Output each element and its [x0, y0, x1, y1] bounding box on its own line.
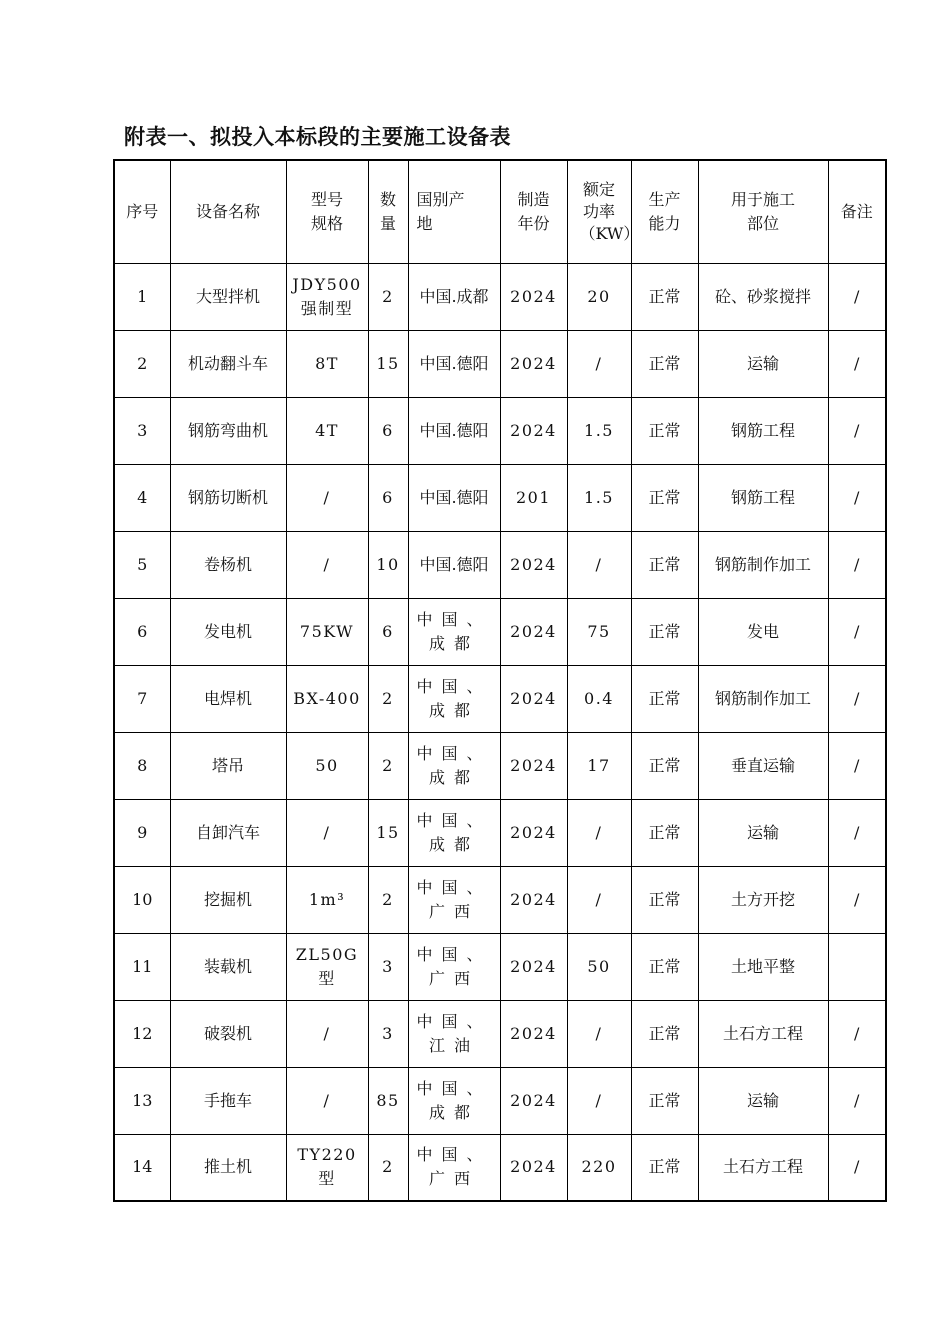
table-row: [114, 464, 886, 531]
table-row: [114, 732, 886, 799]
table-row: [114, 531, 886, 598]
header-remark: 备注: [828, 160, 886, 263]
header-no: 序号: [114, 160, 170, 263]
cell-capacity: 正常: [631, 1067, 698, 1134]
cell-qty: 10: [368, 531, 408, 598]
cell-name: 钢筋弯曲机: [170, 397, 286, 464]
cell-name: 挖掘机: [170, 866, 286, 933]
cell-remark: /: [828, 531, 886, 598]
cell-year: 2024: [500, 598, 567, 665]
cell-name: 自卸汽车: [170, 799, 286, 866]
cell-no: 8: [114, 732, 170, 799]
cell-remark: /: [828, 866, 886, 933]
cell-capacity: 正常: [631, 665, 698, 732]
cell-origin: 中国、广西: [408, 866, 500, 933]
cell-origin: 中国、成都: [408, 799, 500, 866]
cell-name: 电焊机: [170, 665, 286, 732]
cell-model: JDY500强制型: [286, 263, 368, 330]
cell-capacity: 正常: [631, 1134, 698, 1201]
cell-no: 4: [114, 464, 170, 531]
cell-usage: 垂直运输: [698, 732, 828, 799]
cell-capacity: 正常: [631, 799, 698, 866]
cell-name: 钢筋切断机: [170, 464, 286, 531]
cell-origin: 中国、广西: [408, 1134, 500, 1201]
cell-no: 9: [114, 799, 170, 866]
cell-name: 装载机: [170, 933, 286, 1000]
cell-qty: 85: [368, 1067, 408, 1134]
cell-usage: 砼、砂浆搅拌: [698, 263, 828, 330]
cell-power: /: [567, 1000, 631, 1067]
cell-qty: 15: [368, 799, 408, 866]
cell-usage: 钢筋制作加工: [698, 665, 828, 732]
cell-usage: 钢筋工程: [698, 464, 828, 531]
cell-origin: 中国、成都: [408, 1067, 500, 1134]
cell-capacity: 正常: [631, 263, 698, 330]
cell-capacity: 正常: [631, 464, 698, 531]
cell-no: 10: [114, 866, 170, 933]
cell-model: 8T: [286, 330, 368, 397]
cell-usage: 运输: [698, 330, 828, 397]
cell-year: 2024: [500, 799, 567, 866]
cell-origin: 中国、成都: [408, 598, 500, 665]
cell-remark: /: [828, 665, 886, 732]
cell-power: 1.5: [567, 397, 631, 464]
header-origin: 国别产地: [408, 160, 500, 263]
cell-capacity: 正常: [631, 598, 698, 665]
cell-model: 50: [286, 732, 368, 799]
cell-usage: 运输: [698, 1067, 828, 1134]
cell-model: /: [286, 531, 368, 598]
cell-year: 2024: [500, 330, 567, 397]
header-year: 制造年份: [500, 160, 567, 263]
cell-qty: 2: [368, 1134, 408, 1201]
cell-no: 12: [114, 1000, 170, 1067]
cell-power: /: [567, 1067, 631, 1134]
cell-usage: 土石方工程: [698, 1134, 828, 1201]
header-model: 型号规格: [286, 160, 368, 263]
cell-power: 17: [567, 732, 631, 799]
cell-power: /: [567, 799, 631, 866]
cell-usage: 运输: [698, 799, 828, 866]
header-qty: 数量: [368, 160, 408, 263]
cell-remark: /: [828, 330, 886, 397]
cell-qty: 2: [368, 732, 408, 799]
cell-origin: 中国.德阳: [408, 531, 500, 598]
cell-power: /: [567, 866, 631, 933]
table-row: [114, 799, 886, 866]
cell-name: 塔吊: [170, 732, 286, 799]
cell-power: 50: [567, 933, 631, 1000]
cell-remark: /: [828, 263, 886, 330]
cell-remark: /: [828, 464, 886, 531]
table-row: [114, 933, 886, 1000]
cell-usage: 土石方工程: [698, 1000, 828, 1067]
cell-remark: /: [828, 598, 886, 665]
cell-model: 75KW: [286, 598, 368, 665]
cell-usage: 钢筋工程: [698, 397, 828, 464]
cell-year: 2024: [500, 397, 567, 464]
cell-year: 2024: [500, 866, 567, 933]
cell-name: 大型拌机: [170, 263, 286, 330]
cell-origin: 中国.德阳: [408, 330, 500, 397]
cell-model: TY220型: [286, 1134, 368, 1201]
cell-qty: 2: [368, 665, 408, 732]
cell-year: 2024: [500, 933, 567, 1000]
cell-remark: /: [828, 799, 886, 866]
cell-capacity: 正常: [631, 531, 698, 598]
cell-year: 2024: [500, 1067, 567, 1134]
cell-no: 6: [114, 598, 170, 665]
cell-remark: /: [828, 1134, 886, 1201]
table-row: [114, 598, 886, 665]
cell-power: 220: [567, 1134, 631, 1201]
cell-qty: 3: [368, 933, 408, 1000]
header-name: 设备名称: [170, 160, 286, 263]
table-row: [114, 1067, 886, 1134]
cell-year: 2024: [500, 665, 567, 732]
cell-model: /: [286, 1067, 368, 1134]
header-usage: 用于施工部位: [698, 160, 828, 263]
cell-usage: 土方开挖: [698, 866, 828, 933]
cell-power: 0.4: [567, 665, 631, 732]
header-capacity: 生产能力: [631, 160, 698, 263]
cell-qty: 6: [368, 464, 408, 531]
cell-model: /: [286, 799, 368, 866]
cell-qty: 2: [368, 263, 408, 330]
cell-usage: 发电: [698, 598, 828, 665]
cell-usage: 钢筋制作加工: [698, 531, 828, 598]
cell-year: 2024: [500, 1000, 567, 1067]
header-row: [114, 160, 886, 263]
cell-origin: 中国.德阳: [408, 397, 500, 464]
cell-no: 14: [114, 1134, 170, 1201]
cell-capacity: 正常: [631, 732, 698, 799]
cell-remark: /: [828, 1067, 886, 1134]
cell-power: 1.5: [567, 464, 631, 531]
cell-name: 推土机: [170, 1134, 286, 1201]
cell-qty: 2: [368, 866, 408, 933]
cell-origin: 中国、成都: [408, 732, 500, 799]
cell-no: 13: [114, 1067, 170, 1134]
cell-qty: 3: [368, 1000, 408, 1067]
cell-origin: 中国、江油: [408, 1000, 500, 1067]
cell-name: 机动翻斗车: [170, 330, 286, 397]
cell-year: 2024: [500, 263, 567, 330]
cell-year: 201: [500, 464, 567, 531]
equipment-table: [113, 159, 887, 1202]
cell-model: 1m³: [286, 866, 368, 933]
table-row: [114, 1134, 886, 1201]
table-body: [114, 263, 886, 1201]
cell-power: 75: [567, 598, 631, 665]
cell-name: 破裂机: [170, 1000, 286, 1067]
cell-remark: [828, 933, 886, 1000]
cell-power: 20: [567, 263, 631, 330]
cell-year: 2024: [500, 732, 567, 799]
cell-remark: /: [828, 732, 886, 799]
cell-no: 5: [114, 531, 170, 598]
cell-model: 4T: [286, 397, 368, 464]
cell-no: 3: [114, 397, 170, 464]
table-row: [114, 1000, 886, 1067]
cell-remark: /: [828, 397, 886, 464]
cell-name: 手拖车: [170, 1067, 286, 1134]
cell-capacity: 正常: [631, 933, 698, 1000]
cell-year: 2024: [500, 1134, 567, 1201]
table-row: [114, 665, 886, 732]
header-power: 额定功率（KW）: [567, 160, 631, 263]
cell-name: 发电机: [170, 598, 286, 665]
cell-origin: 中国.德阳: [408, 464, 500, 531]
cell-model: BX-400: [286, 665, 368, 732]
cell-no: 11: [114, 933, 170, 1000]
cell-origin: 中国.成都: [408, 263, 500, 330]
cell-power: /: [567, 531, 631, 598]
cell-usage: 土地平整: [698, 933, 828, 1000]
cell-model: /: [286, 1000, 368, 1067]
cell-no: 2: [114, 330, 170, 397]
table-row: [114, 263, 886, 330]
cell-capacity: 正常: [631, 1000, 698, 1067]
cell-qty: 6: [368, 397, 408, 464]
page-title: 附表一、拟投入本标段的主要施工设备表: [124, 125, 511, 149]
cell-capacity: 正常: [631, 866, 698, 933]
cell-model: /: [286, 464, 368, 531]
cell-origin: 中国、成都: [408, 665, 500, 732]
table-row: [114, 397, 886, 464]
cell-capacity: 正常: [631, 397, 698, 464]
cell-year: 2024: [500, 531, 567, 598]
cell-power: /: [567, 330, 631, 397]
cell-no: 7: [114, 665, 170, 732]
cell-model: ZL50G型: [286, 933, 368, 1000]
cell-capacity: 正常: [631, 330, 698, 397]
cell-remark: /: [828, 1000, 886, 1067]
cell-no: 1: [114, 263, 170, 330]
table-row: [114, 866, 886, 933]
cell-name: 卷杨机: [170, 531, 286, 598]
cell-qty: 6: [368, 598, 408, 665]
cell-origin: 中国、广西: [408, 933, 500, 1000]
table-row: [114, 330, 886, 397]
cell-qty: 15: [368, 330, 408, 397]
